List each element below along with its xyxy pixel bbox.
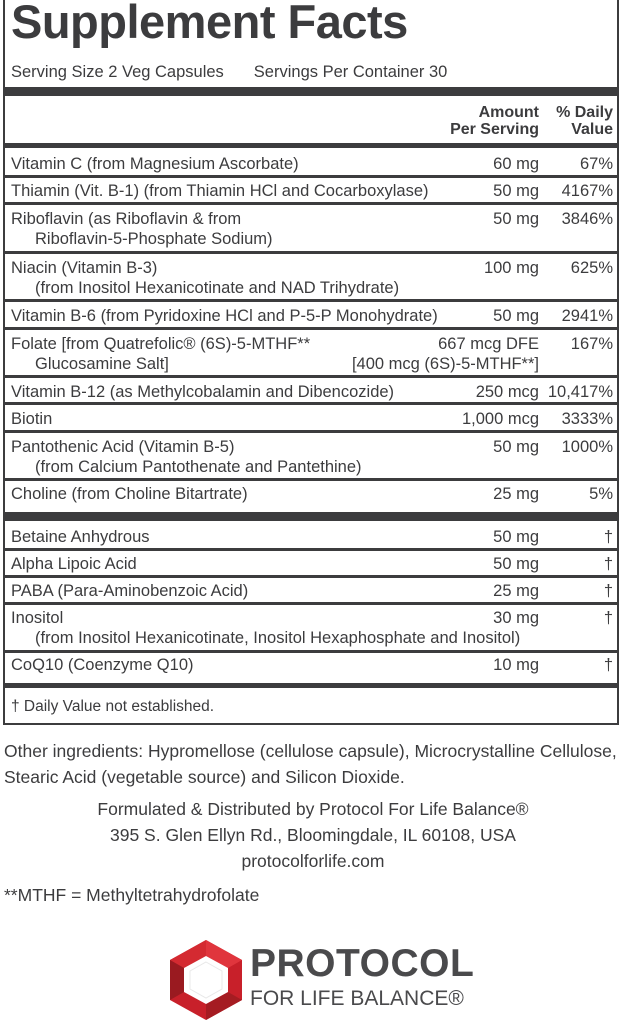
nutrient-name: Betaine Anhydrous (11, 528, 150, 546)
nutrient-dv: 3846% (561, 210, 613, 228)
nutrient-amount: 60 mg (493, 155, 539, 173)
nutrient-amount: 10 mg (493, 656, 539, 674)
nutrient-dv: 3333% (561, 410, 613, 428)
nutrient-name: CoQ10 (Coenzyme Q10) (11, 656, 194, 674)
nutrient-row (5, 433, 617, 481)
nutrient-dv: † (603, 609, 613, 627)
nutrient-row (5, 178, 617, 205)
header-daily-value (556, 104, 613, 138)
nutrient-amount: 1,000 mcg (461, 410, 539, 428)
brand-name: PROTOCOL (250, 942, 475, 985)
nutrient-dv: 167% (570, 335, 613, 353)
nutrient-amount: 100 mg (483, 259, 539, 277)
nutrient-dv: † (603, 656, 613, 674)
panel-title: Supplement Facts (11, 0, 408, 48)
supplement-facts-panel (3, 0, 619, 725)
nutrient-row (5, 405, 617, 433)
nutrient-name: Thiamin (Vit. B-1) (from Thiamin HCl and Cocarboxylase) (11, 182, 429, 200)
nutrient-row (5, 578, 617, 605)
nutrient-name-cont: Riboflavin-5-Phosphate Sodium) (35, 230, 273, 248)
mthf-footnote: **MTHF = Methyltetrahydrofolate (4, 885, 260, 905)
nutrient-dv: 10,417% (547, 383, 613, 401)
nutrient-amount: 25 mg (493, 485, 539, 503)
nutrient-name-cont: (from Inositol Hexanicotinate, Inositol Hexaphosphate and Inositol) (35, 629, 521, 647)
website-link[interactable]: protocolforlife.com (241, 851, 385, 871)
nutrient-name: Vitamin C (from Magnesium Ascorbate) (11, 155, 299, 173)
daily-value-footnote: † Daily Value not established. (11, 698, 215, 715)
protocol-logo-icon (168, 938, 244, 1022)
header-dv-line1: % Daily (556, 104, 613, 121)
nutrient-amount: 50 mg (493, 555, 539, 573)
serving-size: Serving Size 2 Veg Capsules (11, 63, 224, 81)
nutrient-dv: † (603, 555, 613, 573)
nutrient-row (5, 148, 617, 178)
nutrient-row (5, 551, 617, 578)
nutrient-dv: 625% (570, 259, 613, 277)
nutrient-name: Alpha Lipoic Acid (11, 555, 137, 573)
brand-tagline: FOR LIFE BALANCE® (250, 987, 464, 1010)
header-amount (450, 104, 539, 138)
header-amount-line2: Per Serving (450, 121, 539, 138)
divider-thick (5, 512, 617, 521)
distributor-line: Formulated & Distributed by Protocol For Life Balance® (97, 799, 529, 819)
nutrient-name: Folate [from Quatrefolic® (6S)-5-MTHF** (11, 335, 311, 353)
serving-info (11, 63, 447, 82)
nutrient-amount: 25 mg (493, 582, 539, 600)
nutrient-name: Inositol (11, 609, 64, 627)
nutrient-dv: 2941% (561, 307, 613, 325)
nutrient-name: Vitamin B-12 (as Methylcobalamin and Dibencozide) (11, 383, 395, 401)
nutrient-row (5, 330, 617, 378)
nutrient-dv: 1000% (561, 438, 613, 456)
divider-thick (5, 87, 617, 96)
nutrient-dv: † (603, 582, 613, 600)
divider-bottom (5, 683, 617, 688)
nutrient-name: Choline (from Choline Bitartrate) (11, 485, 248, 503)
servings-per-container: Servings Per Container 30 (253, 63, 448, 81)
nutrient-amount: 667 mcg DFE (438, 335, 539, 353)
nutrient-amount: 50 mg (493, 182, 539, 200)
nutrient-name: Vitamin B-6 (from Pyridoxine HCl and P-5-P Monohydrate) (11, 307, 438, 325)
nutrient-name: PABA (Para-Aminobenzoic Acid) (11, 582, 249, 600)
nutrient-name: Niacin (Vitamin B-3) (11, 259, 158, 277)
nutrient-dv: 67% (579, 155, 613, 173)
nutrient-amount: 50 mg (493, 528, 539, 546)
other-ingredients: Other ingredients: Hypromellose (cellulose capsule), Microcrystalline Cellulose, Stearic Acid (vegetable source) and Silicon Dioxide. (4, 741, 617, 787)
nutrient-amount: 50 mg (493, 438, 539, 456)
nutrient-dv: 5% (589, 485, 613, 503)
nutrient-row (5, 521, 617, 551)
nutrient-row (5, 205, 617, 254)
nutrient-row (5, 481, 617, 508)
header-amount-line1: Amount (478, 104, 539, 121)
nutrient-dv: 4167% (561, 182, 613, 200)
nutrient-row (5, 653, 617, 683)
nutrient-name-cont: Glucosamine Salt] (35, 355, 169, 373)
nutrient-name-cont: (from Inositol Hexanicotinate and NAD Trihydrate) (35, 279, 400, 297)
nutrient-dv: † (603, 528, 613, 546)
distributor-address: 395 S. Glen Ellyn Rd., Bloomingdale, IL 60108, USA (110, 825, 516, 845)
nutrient-name: Pantothenic Acid (Vitamin B-5) (11, 438, 235, 456)
nutrient-amount: 30 mg (493, 609, 539, 627)
nutrient-row (5, 605, 617, 653)
nutrient-row (5, 254, 617, 302)
nutrient-row (5, 378, 617, 405)
nutrient-row (5, 302, 617, 330)
nutrient-amount: 50 mg (493, 210, 539, 228)
header-dv-line2: Value (571, 121, 613, 138)
nutrient-name: Biotin (11, 410, 53, 428)
nutrient-amount-cont: [400 mcg (6S)-5-MTHF**] (351, 355, 539, 373)
nutrient-amount: 50 mg (493, 307, 539, 325)
nutrient-name-cont: (from Calcium Pantothenate and Pantethine) (35, 458, 362, 476)
nutrient-name: Riboflavin (as Riboflavin & from (11, 210, 242, 228)
nutrient-amount: 250 mcg (475, 383, 539, 401)
